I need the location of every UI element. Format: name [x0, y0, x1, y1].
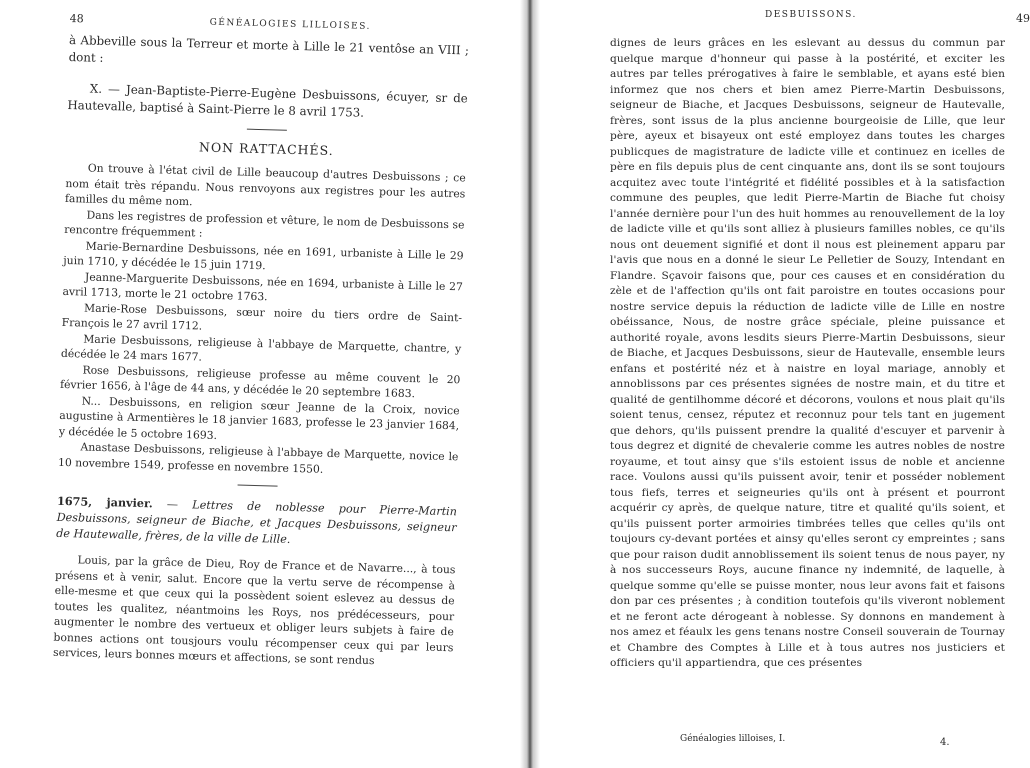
section-divider — [247, 129, 287, 131]
entry-item: Marie-Bernardine Desbuissons, née en 1691, urbaniste à Lille le 29 juin 1710, y décédée le 15 juin 1719. — [63, 238, 464, 273]
item-x-paragraph: X. — Jean-Baptiste-Pierre-Eugène Desbuissons, écuyer, sr de Hautevalle, baptisé à Saint-Pierre le 8 avril 1753. — [67, 81, 468, 120]
book-gutter — [520, 0, 540, 768]
entry-item: Anastase Desbuissons, religieuse à l'abbaye de Marquette, novice le 10 novembre 1549, professe en novembre 1550. — [57, 440, 459, 476]
footer-title: Généalogies lilloises, I. — [680, 734, 786, 744]
paragraph-2: Dans les registres de profession et vêture, le nom de Desbuissons se rencontre fréquemment : — [64, 208, 465, 240]
left-page-content — [53, 8, 470, 671]
paragraph-1: On trouve à l'état civil de Lille beaucoup d'autres Desbuissons ; ce nom était très répandu. Nous renvoyons aux registres pour les autres familles du même nom. — [64, 161, 466, 209]
letter-date: 1675, janvier. — [56, 493, 153, 511]
running-title: GÉNÉALOGIES LILLOISES. — [209, 17, 372, 32]
right-page-content — [610, 10, 1030, 672]
letter-body-continued: dignes de leurs grâces en les eslevant au dessus du commun par quelque marque d'honneur qui passe à la postérité, et exciter les autres par telles prérogatives à faire le semblable, et ayans esté bien informez que nos chers et bien amez Pierre-Martin Desbuissons, seigneur de Biache, et Jacques Desbuissons, seigneur de Hautevalle, frères, sont issus de la plus ancienne bourgeoisie de Lille, que leur père, ayeux et bisayeux ont esté employez dans toutes les charges publicques de magistrature de ladicte ville et continuez en icelles de père en fils depuis plus de cent cinquante ans, dont ils se sont toujours acquitez avec toute l'intégrité et fidélité possibles et à la satisfaction commune des peuples, que ledit Pierre-Martin de Biache fut choisy l'année dernière pour l'un des huit hommes au renouvellement de la loy de ladicte ville et qu'ils sont alliez à plusieurs familles nobles, ce qu'ils nous ont deuement signifié et dont il nous est pleinement apparu par l'avis que nous en a donné le sieur Le Pelletier de Souzy, Intendant en Flandre. Sçavoir faisons que, pour ces causes et en considération du zèle et de l'affection qu'ils ont fait paroistre en toutes occasions pour nostre service depuis la réduction de ladicte ville de Lille en nostre obéissance, Nous, de nostre grâce spéciale, pleine puissance et authorité royale, avons lesdits sieurs Pierre-Martin Desbuissons, sieur de Biache, et Jacques Desbuissons, sieur de Hautevalle, ensemble leurs enfans et postérité néz et à naistre en loyal mariage, annobly et annoblissons par ces présentes signées de nostre main, et du titre et qualité de gentilhomme décoré et décorons, voulons et nous plait qu'ils soient tenus, censez, réputez et reconnuz pour tels tant en jugement que dehors, qu'ils puissent prendre la qualité d'escuyer et parvenir à tous degrez et dignité de chevalerie comme les autres nobles de nostre royaume, et tout ainsy que s'ils estoient issus de noble et ancienne race. Voulons aussi qu'ils puissent avoir, tenir et posséder noblement tous fiefs, terres et seigneuries qu'ils ont à présent et pourront acquérir cy après, de quelque nature, titre et qualité qu'ils soient, et qu'ils puissent porter armoiries timbrées telles que celles qu'ils ont toujours cy-devant portées et ainsy qu'elles seront cy empreintes ; sans que pour raison dudit annoblissement ils soient tenus de nous payer, ny à nos successeurs Roys, aucune finance ny indemnité, de laquelle, à quelque somme qu'elle se puisse monter, nous leur avons fait et faisons don par ces présentes ; à condition toutefois qu'ils viveront noblement et ne feront acte dérogeant à noblesse. Sy donnons en mandement à nos amez et féaulx les gens tenans nostre Conseil souverain de Tournay et Chambre des Comptes à Lille et à tous autres nos justiciers et officiers qu'il appartiendra, que ces présentes — [610, 37, 1005, 669]
letter-heading — [56, 493, 457, 552]
letter-title: — Lettres de noblesse pour Pierre-Martin Desbuissons, seigneur de Biache, et Jacques Desbuissons, seigneur de Hautewalle, frères, de la ville de Lille. — [56, 497, 458, 546]
right-page-header — [610, 4, 1030, 26]
entry-item: Marie Desbuissons, religieuse à l'abbaye de Marquette, chantre, y décédée le 24 mars 1677. — [60, 331, 462, 364]
entry-item: Jeanne-Marguerite Desbuissons, née en 1694, urbaniste à Lille le 27 avril 1713, morte le 21 octobre 1763. — [62, 269, 464, 304]
page-number: 49 — [1016, 12, 1030, 25]
running-title: DESBUISSONS. — [765, 10, 857, 20]
entry-item: Marie-Rose Desbuissons, sœur noire du tiers ordre de Saint-François le 27 avril 1712. — [61, 300, 463, 333]
signature-mark: 4. — [940, 737, 950, 748]
page-number: 48 — [69, 11, 84, 26]
section-heading: NON RATTACHÉS. — [198, 139, 334, 158]
intro-paragraph: à Abbeville sous la Terreur et morte à Lille le 21 ventôse an VIII ; dont : — [68, 32, 470, 65]
entry-item: Rose Desbuissons, religieuse professe au même couvent le 20 février 1656, à l'âge de 44 ans, y décédée le 20 septembre 1683. — [59, 362, 461, 401]
letter-body: Louis, par la grâce de Dieu, Roy de France et de Navarre..., à tous présens et à venir, salut. Encore que la vertu serve de récompense à elle-mesme et que ceux qui la possèdent soient eslevez au dessus de toutes les qualitez, néantmoins les Roys, nos prédécesseurs, pour augmenter le nombre des vertueux et obliger leurs subjets à faire de bonnes actions ont tousjours voulu récompenser ceux qui par leurs services, leurs bonnes mœurs et affections, se sont rendus — [52, 553, 456, 668]
section-divider — [238, 485, 278, 487]
entry-item: N... Desbuissons, en religion sœur Jeanne de la Croix, novice augustine à Armentières le 18 janvier 1683, professe le 23 janvier 1684, y décédée le 5 octobre 1693. — [58, 393, 460, 442]
right-page — [540, 0, 1030, 768]
